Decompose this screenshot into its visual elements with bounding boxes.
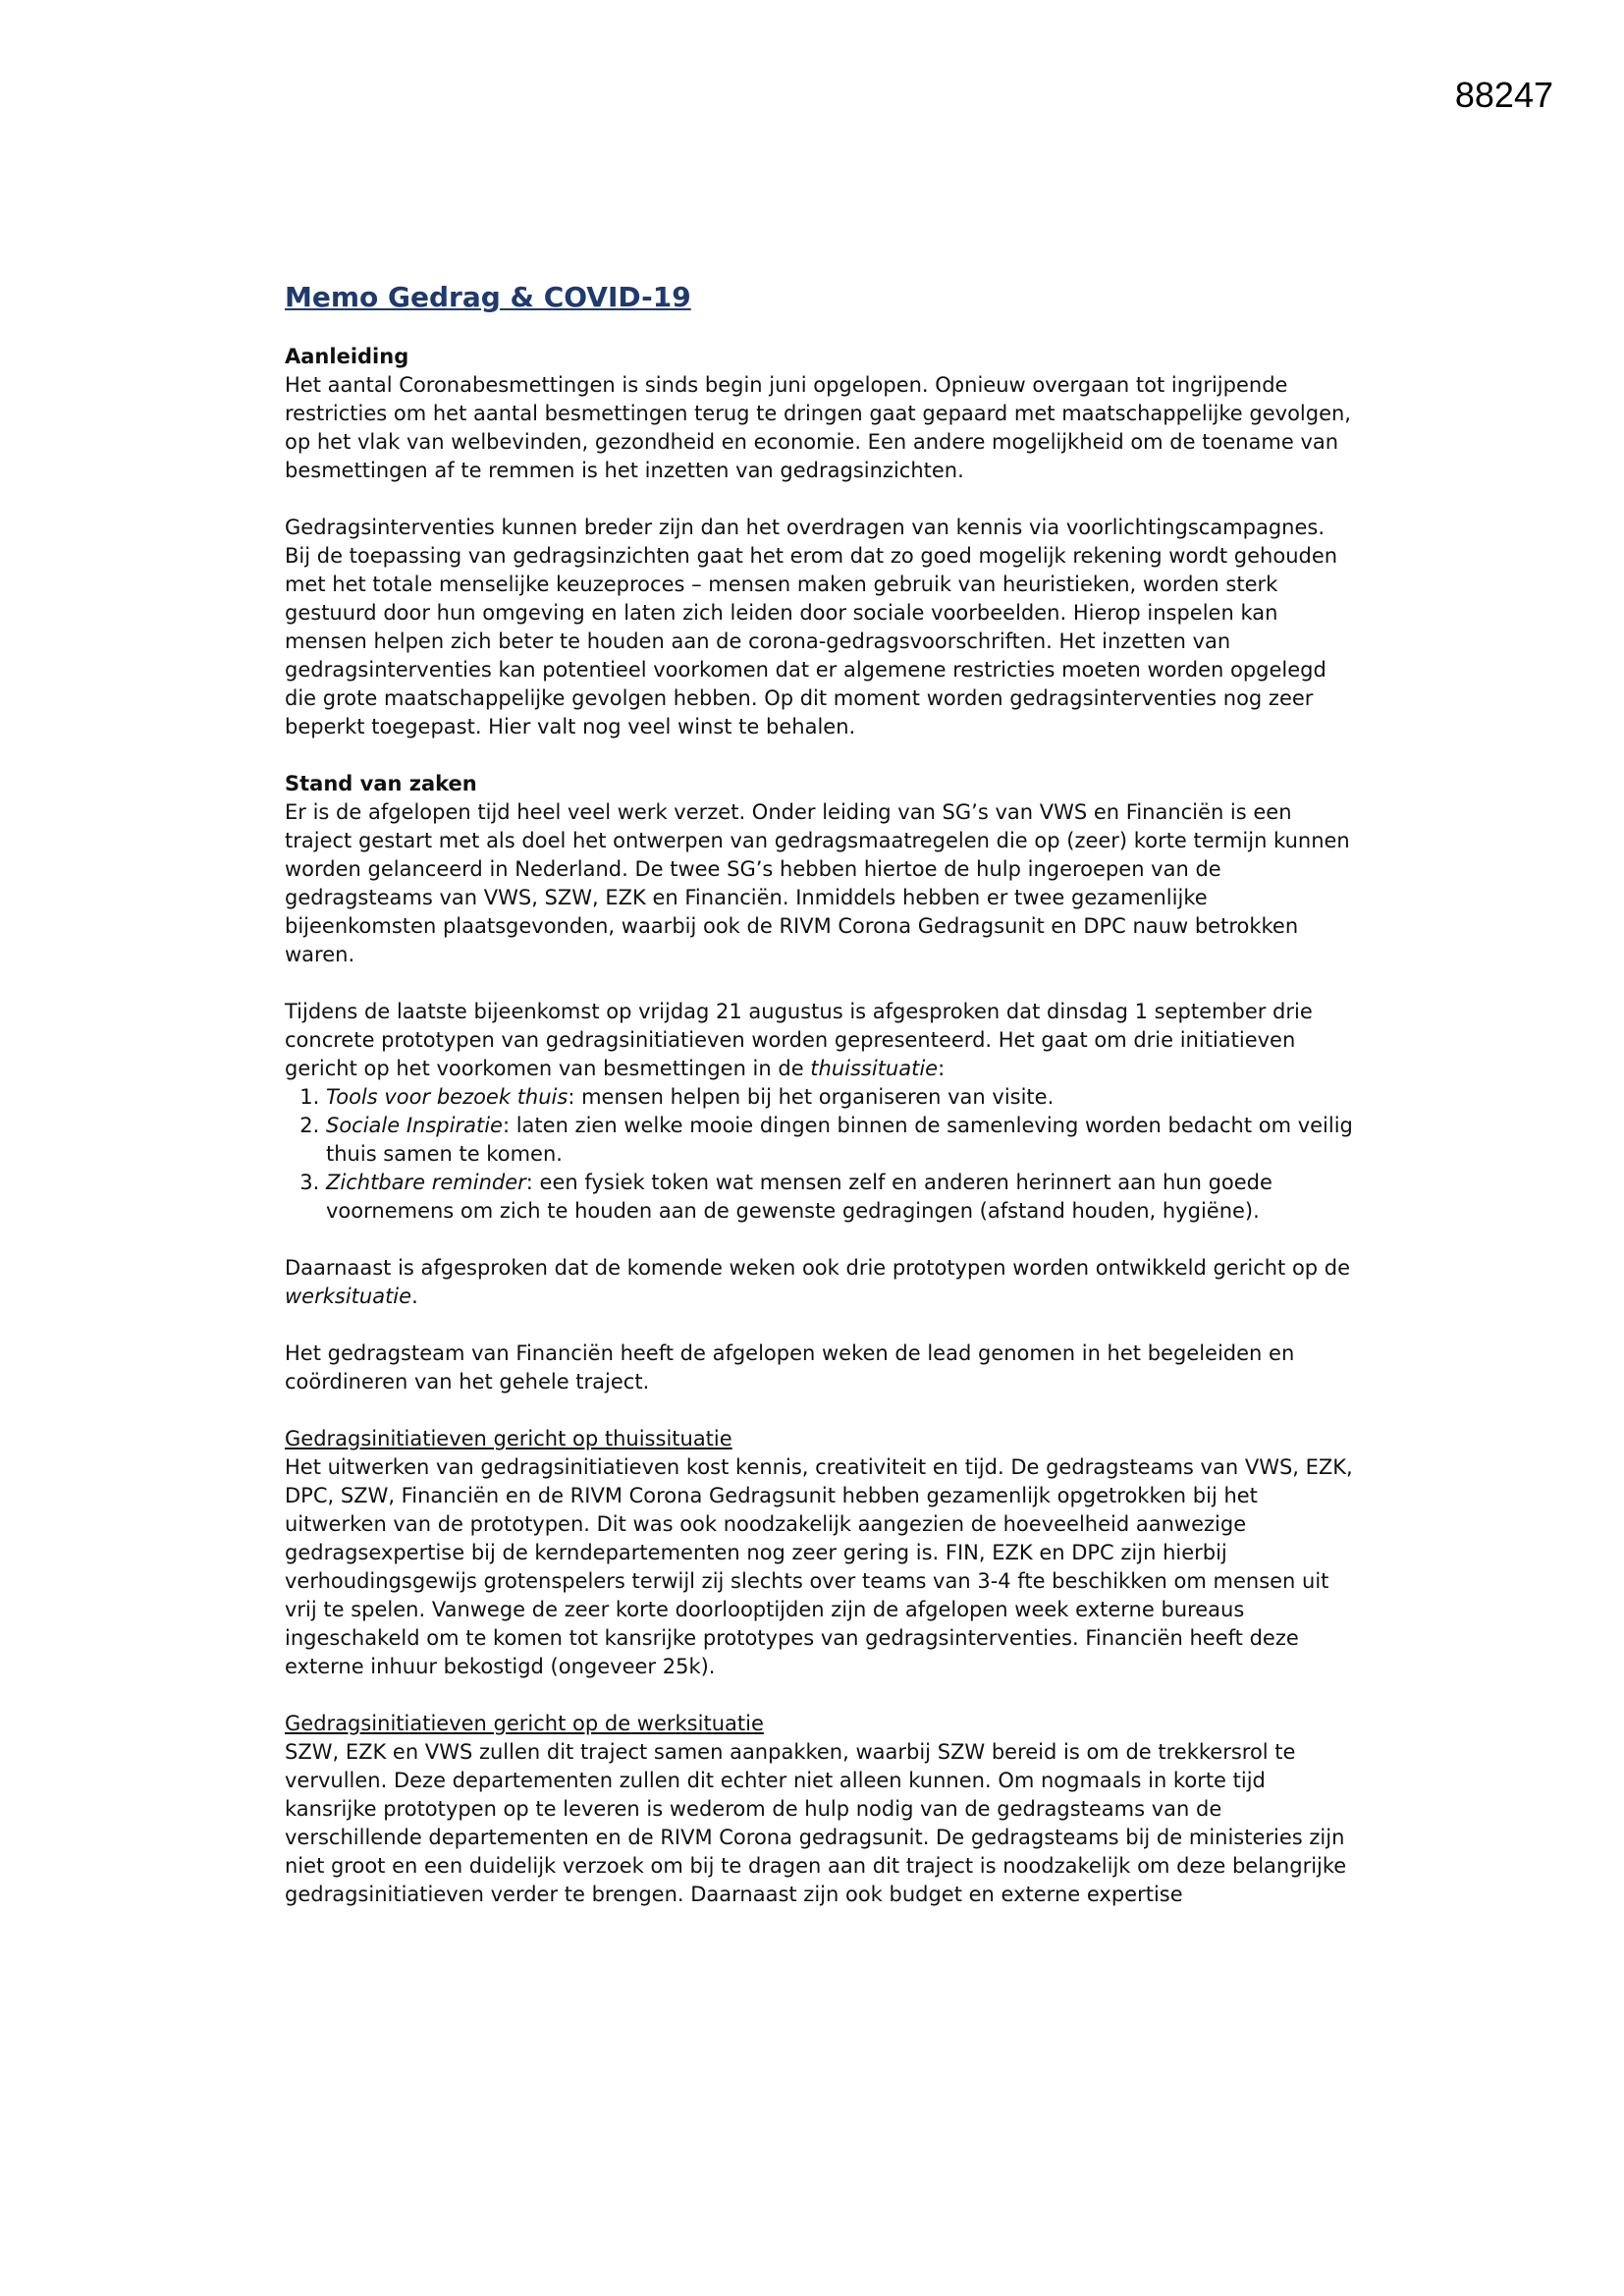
stand-paragraph-3-suffix: . — [411, 1285, 418, 1308]
heading-aanleiding: Aanleiding — [285, 345, 409, 368]
stand-paragraph-1: Er is de afgelopen tijd heel veel werk verzet. Onder leiding van SG’s van VWS en Financiën is een traject gestart met als doel het ontwerpen van gedragsmaatregelen die op (zeer) korte termijn kunnen worden gelanceerd in Nederland. De twee SG’s hebben hiertoe de hulp ingeroepen van de gedragsteams van VWS, SZW, EZK en Financiën. Inmiddels hebben er twee gezamenlijke bijeenkomsten plaatsgevonden, waarbij ook de RIVM Corona Gedragsunit en DPC nauw betrokken waren. — [285, 800, 1350, 966]
stand-paragraph-4: Het gedragsteam van Financiën heeft de afgelopen weken de lead genomen in het begeleiden en coördineren van het gehele traject. — [285, 1341, 1295, 1394]
stand-paragraph-3-emphasis: werksituatie — [285, 1285, 412, 1308]
list-item — [326, 1112, 1355, 1169]
list-item-title: Tools voor bezoek thuis — [326, 1085, 568, 1109]
memo-body — [285, 280, 1355, 1938]
heading-stand-van-zaken: Stand van zaken — [285, 772, 477, 795]
list-item-text: : laten zien welke mooie dingen binnen de samenleving worden bedacht om veilig thuis samen te komen. — [326, 1114, 1353, 1166]
stand-paragraph-3 — [285, 1254, 1355, 1311]
memo-title: Memo Gedrag & COVID-19 — [285, 281, 691, 313]
heading-werksituatie: Gedragsinitiatieven gericht op de werksituatie — [285, 1712, 764, 1735]
stand-paragraph-2-text: Tijdens de laatste bijeenkomst op vrijdag 21 augustus is afgesproken dat dinsdag 1 september drie concrete prototypen van gedragsinitiatieven worden gepresenteerd. Het gaat om drie initiatieven gericht op het voorkomen van besmettingen in de — [285, 1000, 1313, 1080]
page-number: 88247 — [1454, 75, 1553, 115]
stand-paragraph-2-emphasis: thuissituatie — [810, 1057, 939, 1080]
aanleiding-paragraph-2: Gedragsinterventies kunnen breder zijn dan het overdragen van kennis via voorlichtingscampagnes. Bij de toepassing van gedragsinzichten gaat het erom dat zo goed mogelijk rekening wordt gehouden met het totale menselijke keuzeproces – mensen maken gebruik van heuristieken, worden sterk gestuurd door hun omgeving en laten zich leiden door sociale voorbeelden. Hierop inspelen kan mensen helpen zich beter te houden aan de corona-gedragsvoorschriften. Het inzetten van gedragsinterventies kan potentieel voorkomen dat er algemene restricties moeten worden opgelegd die grote maatschappelijke gevolgen hebben. Op dit moment worden gedragsinterventies nog zeer beperkt toegepast. Hier valt nog veel winst te behalen. — [285, 516, 1338, 738]
list-item-text: : een fysiek token wat mensen zelf en anderen herinnert aan hun goede voornemens om zich te houden aan de gewenste gedragingen (afstand houden, hygiëne). — [326, 1171, 1272, 1223]
list-item-title: Sociale Inspiratie — [326, 1114, 503, 1137]
list-item — [326, 1169, 1355, 1226]
werk-paragraph-1: SZW, EZK en VWS zullen dit traject samen aanpakken, waarbij SZW bereid is om de trekkersrol te vervullen. Deze departementen zullen dit echter niet alleen kunnen. Om nogmaals in korte tijd kansrijke prototypen op te leveren is wederom de hulp nodig van de gedragsteams van de verschillende departementen en de RIVM Corona gedragsunit. De gedragsteams bij de ministeries zijn niet groot en een duidelijk verzoek om bij te dragen aan dit traject is noodzakelijk om deze belangrijke gedragsinitiatieven verder te brengen. Daarnaast zijn ook budget en externe expertise — [285, 1740, 1347, 1906]
aanleiding-paragraph-1: Het aantal Coronabesmettingen is sinds begin juni opgelopen. Opnieuw overgaan tot ingrijpende restricties om het aantal besmettingen terug te dringen gaat gepaard met maatschappelijke gevolgen, op het vlak van welbevinden, gezondheid en economie. Een andere mogelijkheid om de toename van besmettingen af te remmen is het inzetten van gedragsinzichten. — [285, 373, 1351, 482]
stand-paragraph-2 — [285, 998, 1355, 1083]
list-item-text: : mensen helpen bij het organiseren van visite. — [568, 1085, 1055, 1109]
heading-thuissituatie: Gedragsinitiatieven gericht op thuissituatie — [285, 1427, 732, 1450]
initiatives-list — [285, 1083, 1355, 1226]
thuis-paragraph-1: Het uitwerken van gedragsinitiatieven kost kennis, creativiteit en tijd. De gedragsteams van VWS, EZK, DPC, SZW, Financiën en de RIVM Corona Gedragsunit hebben gezamenlijk opgetrokken bij het uitwerken van de prototypen. Dit was ook noodzakelijk aangezien de hoeveelheid aanwezige gedragsexpertise bij de kerndepartementen nog zeer gering is. FIN, EZK en DPC zijn hierbij verhoudingsgewijs grotenspelers terwijl zij slechts over teams van 3-4 fte beschikken om mensen uit vrij te spelen. Vanwege de zeer korte doorlooptijden zijn de afgelopen week externe bureaus ingeschakeld om te komen tot kansrijke prototypes van gedragsinterventies. Financiën heeft deze externe inhuur bekostigd (ongeveer 25k). — [285, 1455, 1353, 1678]
stand-paragraph-2-suffix: : — [938, 1057, 946, 1080]
stand-paragraph-3-text: Daarnaast is afgesproken dat de komende weken ook drie prototypen worden ontwikkeld gericht op de — [285, 1256, 1351, 1280]
list-item-title: Zichtbare reminder — [326, 1171, 526, 1194]
list-item — [326, 1083, 1355, 1112]
